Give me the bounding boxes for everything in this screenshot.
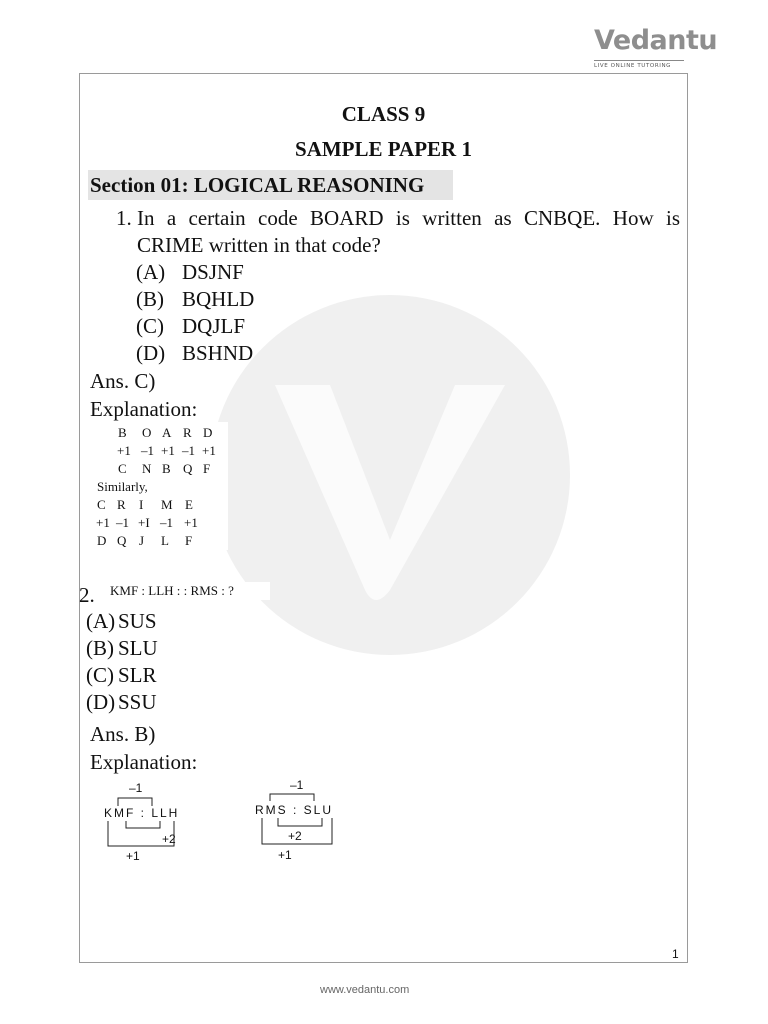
q2-diagram-1 <box>96 776 196 866</box>
q2-diagram-2-text: RMS : SLU <box>255 803 334 817</box>
q1-option-a: (A) DSJNF <box>136 260 244 284</box>
q2-option-d: (D) SSU <box>86 690 157 714</box>
q1-option-d: (D) BSHND <box>136 341 254 365</box>
q2-options <box>86 608 158 716</box>
q1-options <box>136 259 254 367</box>
q1-answer: Ans. C) <box>90 369 156 393</box>
q2-diagram-2-top: –1 <box>290 778 304 792</box>
q2-explanation-label: Explanation: <box>90 750 198 774</box>
q2-option-c: (C) SLR <box>86 663 157 687</box>
q2-diagram-1-bottom: +1 <box>126 849 140 863</box>
q1-option-b: (B) BQHLD <box>136 287 255 311</box>
q2-diagram-2-mid: +2 <box>288 829 302 843</box>
q1-exp-row4: C R I M E <box>97 497 193 512</box>
q1-text-line2: CRIME written in that code? <box>137 233 381 257</box>
q1-exp-row6: D Q J L F <box>97 533 193 548</box>
q2-diagram-2-bottom: +1 <box>278 848 292 862</box>
q2-diagram-1-connectors <box>96 776 196 866</box>
footer-url: www.vedantu.com <box>320 984 410 996</box>
page-number: 1 <box>672 947 679 961</box>
logo-tagline: LIVE ONLINE TUTORING <box>594 60 684 69</box>
paper-title: SAMPLE PAPER 1 <box>295 137 472 161</box>
q1-number: 1. <box>116 206 132 230</box>
q2-diagram-1-text: KMF : LLH <box>104 806 180 820</box>
q1-exp-row3: C N B Q F <box>118 461 211 476</box>
vedantu-logo <box>594 25 718 69</box>
q2-answer: Ans. B) <box>90 722 156 746</box>
q1-exp-row5: +1 –1 +I –1 +1 <box>96 515 198 530</box>
q2-diagram-1-top: –1 <box>129 781 143 795</box>
logo-wordmark: Vedantu <box>594 25 718 56</box>
q2-number: 2. <box>79 583 95 607</box>
q1-explanation-label: Explanation: <box>90 397 198 421</box>
q1-option-c: (C) DQJLF <box>136 314 246 338</box>
q1-exp-row1: B O A R D <box>118 425 213 440</box>
q2-text: KMF : LLH : : RMS : ? <box>98 582 270 600</box>
q1-text-line1: In a certain code BOARD is written as CNBQE. How is <box>137 206 680 230</box>
section-heading: Section 01: LOGICAL REASONING <box>88 170 453 200</box>
q1-exp-similarly: Similarly, <box>97 479 148 494</box>
class-title: CLASS 9 <box>341 102 426 126</box>
q1-exp-row2: +1 –1 +1 –1 +1 <box>117 443 216 458</box>
q2-option-a: (A) SUS <box>86 609 157 633</box>
q2-option-b: (B) SLU <box>86 636 158 660</box>
q2-diagram-2 <box>250 776 350 866</box>
q2-diagram-1-mid: +2 <box>162 832 176 846</box>
